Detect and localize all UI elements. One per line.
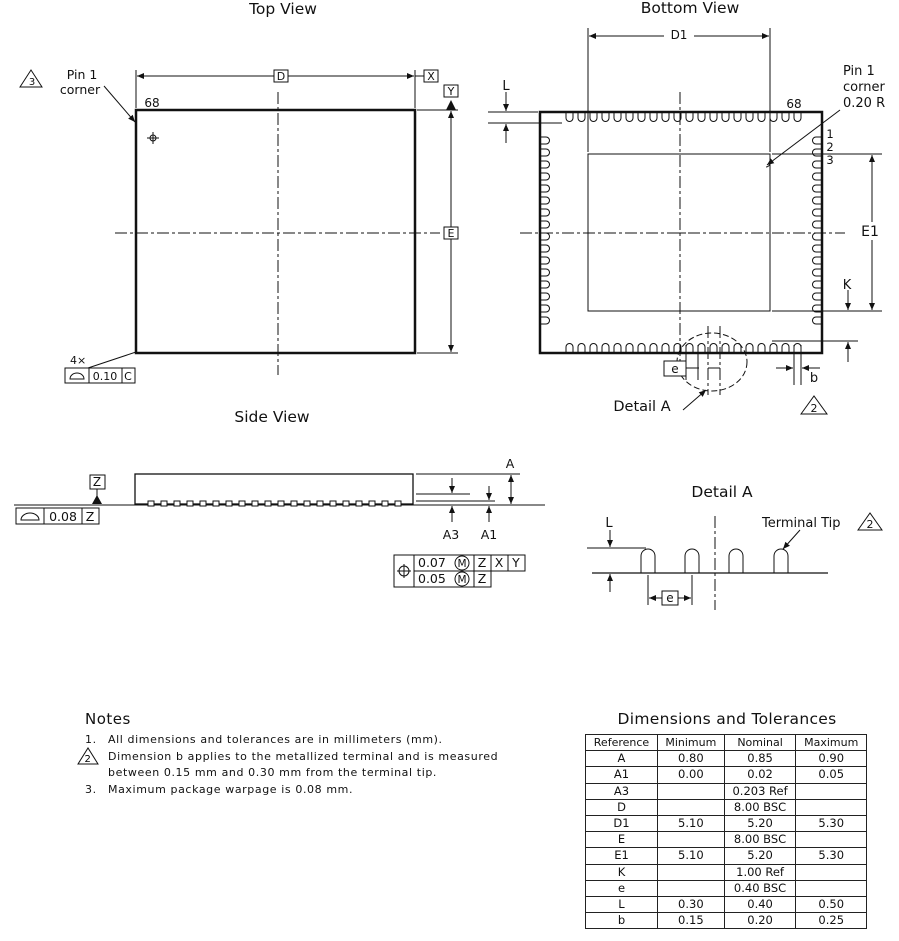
terminal-tip-note-ref: 2 bbox=[866, 518, 874, 531]
note-item bbox=[85, 749, 525, 782]
top-dim-e: E bbox=[447, 227, 455, 240]
table-cell: L bbox=[586, 896, 658, 912]
detail-a-view bbox=[587, 483, 882, 610]
table-cell: 8.00 BSC bbox=[724, 799, 796, 815]
pin1-label-2: corner bbox=[59, 82, 101, 97]
table-cell bbox=[657, 832, 724, 848]
side-datum-z: Z bbox=[92, 475, 102, 489]
table-cell: A1 bbox=[586, 767, 658, 783]
dimensions-section bbox=[585, 710, 869, 929]
note-item bbox=[85, 732, 525, 749]
top-datum-y: Y bbox=[447, 85, 455, 98]
table-cell bbox=[657, 799, 724, 815]
table-cell: 8.00 BSC bbox=[724, 832, 796, 848]
table-cell bbox=[657, 864, 724, 880]
table-row bbox=[586, 751, 867, 767]
top-view bbox=[20, 0, 458, 383]
table-row bbox=[586, 913, 867, 929]
note-text: Dimension b applies to the metallized terminal and is measured between 0.15 mm and 0.30 mm from the terminal tip. bbox=[108, 749, 499, 779]
table-cell: A3 bbox=[586, 783, 658, 799]
table-cell: K bbox=[586, 864, 658, 880]
pos-tol-1: 0.07 bbox=[418, 555, 446, 570]
pin1-label: Pin 1 bbox=[66, 67, 98, 82]
dimensions-table bbox=[585, 734, 867, 929]
pos-ref-y: Y bbox=[512, 555, 520, 570]
table-cell: 5.30 bbox=[796, 815, 867, 831]
pos-ref-z-2: Z bbox=[477, 571, 487, 586]
table-cell: 0.02 bbox=[724, 767, 796, 783]
dim-a1: A1 bbox=[480, 527, 498, 542]
corner-count: 4× bbox=[70, 354, 87, 367]
table-cell: 0.40 bbox=[724, 896, 796, 912]
pin-2: 2 bbox=[826, 140, 834, 154]
table-cell: 0.203 Ref bbox=[724, 783, 796, 799]
side-view bbox=[14, 408, 545, 587]
dim-a3: A3 bbox=[442, 527, 460, 542]
table-cell: D bbox=[586, 799, 658, 815]
terminal-tip-label: Terminal Tip bbox=[762, 516, 841, 531]
table-cell: 0.85 bbox=[724, 751, 796, 767]
notes-section bbox=[85, 710, 525, 798]
table-cell: E1 bbox=[586, 848, 658, 864]
bottom-pin1-label-2: corner bbox=[843, 80, 885, 95]
table-cell: 0.25 bbox=[796, 913, 867, 929]
top-datum-x: X bbox=[427, 70, 435, 83]
table-cell: b bbox=[586, 913, 658, 929]
table-cell: 0.15 bbox=[657, 913, 724, 929]
note-text: Maximum package warpage is 0.08 mm. bbox=[108, 782, 354, 796]
table-cell: e bbox=[586, 880, 658, 896]
flatness-datum: Z bbox=[85, 509, 95, 524]
table-cell bbox=[657, 783, 724, 799]
header-cell: Reference bbox=[586, 735, 658, 751]
pos-mod-2: M bbox=[457, 574, 467, 586]
pos-mod-1: M bbox=[457, 558, 467, 570]
dim-e1: E1 bbox=[861, 224, 879, 240]
corner-datum: C bbox=[124, 370, 132, 383]
dim-d1: D1 bbox=[670, 28, 688, 42]
dim-e-bottom: e bbox=[671, 362, 679, 376]
table-row bbox=[586, 864, 867, 880]
notes-title: Notes bbox=[85, 710, 131, 728]
top-view-body bbox=[136, 110, 415, 353]
note3-ref: 3 bbox=[28, 77, 36, 88]
table-row bbox=[586, 896, 867, 912]
bottom-pin1-label: Pin 1 bbox=[843, 64, 875, 79]
header-cell: Nominal bbox=[724, 735, 796, 751]
detail-a-title: Detail A bbox=[691, 483, 753, 501]
table-cell: 5.30 bbox=[796, 848, 867, 864]
pos-ref-x: X bbox=[494, 555, 504, 570]
table-cell: 5.20 bbox=[724, 848, 796, 864]
table-cell: 0.80 bbox=[657, 751, 724, 767]
left-column-pads bbox=[540, 137, 550, 324]
top-row-pads bbox=[566, 112, 801, 122]
table-cell bbox=[796, 880, 867, 896]
bottom-pin68: 68 bbox=[786, 97, 802, 111]
note-number: 2 bbox=[84, 753, 92, 765]
table-row bbox=[586, 848, 867, 864]
pin-1: 1 bbox=[826, 127, 834, 141]
table-cell bbox=[796, 864, 867, 880]
note-text: All dimensions and tolerances are in millimeters (mm). bbox=[108, 733, 443, 746]
table-header-row bbox=[586, 735, 867, 751]
table-cell: 5.10 bbox=[657, 815, 724, 831]
table-cell: 5.20 bbox=[724, 815, 796, 831]
dim-b: b bbox=[809, 371, 819, 386]
detail-dim-l: L bbox=[605, 516, 613, 531]
table-cell: 5.10 bbox=[657, 848, 724, 864]
note-item bbox=[85, 782, 525, 799]
table-cell bbox=[796, 832, 867, 848]
table-cell: D1 bbox=[586, 815, 658, 831]
bottom-pin1-label-3: 0.20 R bbox=[843, 96, 886, 111]
table-cell: 0.40 BSC bbox=[724, 880, 796, 896]
table-cell: 0.50 bbox=[796, 896, 867, 912]
dimensions-table-body bbox=[586, 751, 867, 929]
table-row bbox=[586, 880, 867, 896]
table-cell bbox=[796, 783, 867, 799]
note2-triangle-icon bbox=[77, 747, 99, 765]
table-cell: E bbox=[586, 832, 658, 848]
note2-ref-bottom: 2 bbox=[810, 402, 818, 415]
detail-dim-e: e bbox=[666, 591, 674, 605]
note-number: 3. bbox=[85, 782, 97, 796]
table-row bbox=[586, 815, 867, 831]
table-cell: 0.00 bbox=[657, 767, 724, 783]
top-pin68: 68 bbox=[144, 96, 160, 110]
right-column-pads bbox=[813, 137, 822, 324]
side-view-title: Side View bbox=[234, 408, 310, 426]
dimensions-title: Dimensions and Tolerances bbox=[617, 710, 837, 728]
detail-a-circle bbox=[677, 333, 747, 391]
top-dim-d: D bbox=[276, 70, 286, 83]
dim-a: A bbox=[505, 456, 515, 471]
corner-tol: 0.10 bbox=[92, 370, 118, 383]
table-cell: 0.90 bbox=[796, 751, 867, 767]
table-cell bbox=[657, 880, 724, 896]
table-cell: 0.20 bbox=[724, 913, 796, 929]
bottom-view bbox=[488, 0, 885, 415]
table-row bbox=[586, 767, 867, 783]
table-row bbox=[586, 783, 867, 799]
table-row bbox=[586, 799, 867, 815]
table-cell: 0.30 bbox=[657, 896, 724, 912]
table-cell bbox=[796, 799, 867, 815]
pos-ref-z-1: Z bbox=[477, 555, 487, 570]
side-view-body bbox=[135, 474, 413, 504]
table-cell: 1.00 Ref bbox=[724, 864, 796, 880]
header-cell: Minimum bbox=[657, 735, 724, 751]
dim-l-bottom: L bbox=[502, 79, 510, 94]
pos-tol-2: 0.05 bbox=[418, 571, 446, 586]
table-cell: A bbox=[586, 751, 658, 767]
pin-3: 3 bbox=[826, 153, 834, 167]
bottom-view-title: Bottom View bbox=[640, 0, 740, 17]
notes-list bbox=[85, 732, 525, 798]
table-cell: 0.05 bbox=[796, 767, 867, 783]
detail-a-reference: Detail A bbox=[613, 399, 671, 415]
table-row bbox=[586, 832, 867, 848]
flatness-tol: 0.08 bbox=[49, 509, 77, 524]
dim-k: K bbox=[842, 278, 852, 293]
top-view-title: Top View bbox=[249, 0, 317, 18]
note-number: 1. bbox=[85, 733, 97, 746]
header-cell: Maximum bbox=[796, 735, 867, 751]
